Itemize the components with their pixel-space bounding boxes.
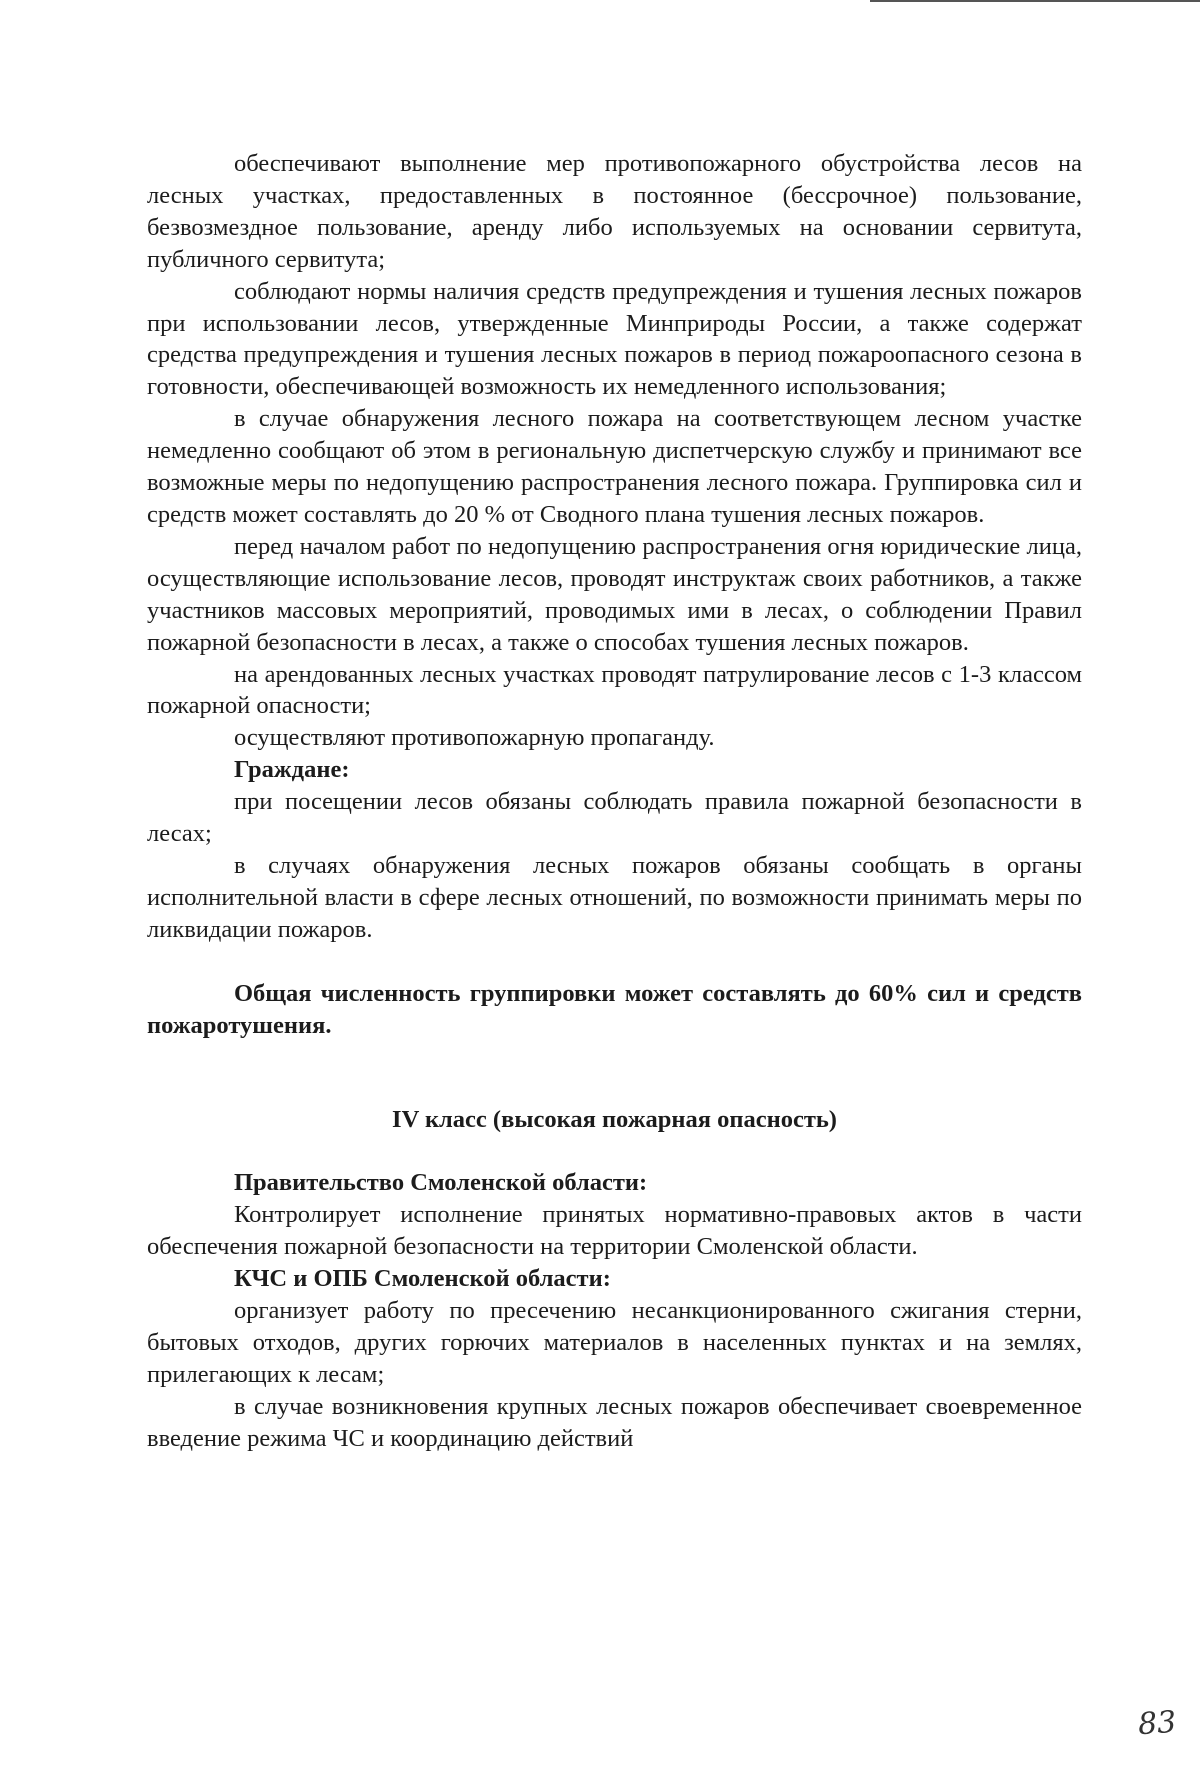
paragraph: в случаях обнаружения лесных пожаров обязаны сообщать в органы исполнительной власти в сфере лесных отношений, по возможности принимать меры по ликвидации пожаров.	[147, 851, 1082, 943]
paragraph: при посещении лесов обязаны соблюдать правила пожарной безопасности в лесах;	[147, 788, 1082, 848]
handwritten-page-number: 83	[1136, 1704, 1178, 1743]
total-strength-note: Общая численность группировки может составлять до 60% сил и средств пожаротушения.	[147, 979, 1082, 1039]
paragraph: организует работу по пресечению несанкционированного сжигания стерни, бытовых отходов, других горючих материалов в населенных пунктах и на землях, прилегающих к лесам;	[147, 1297, 1082, 1388]
paragraph: в случае обнаружения лесного пожара на соответствующем лесном участке немедленно сообщают об этом в региональную диспетчерскую службу и принимают все возможные меры по недопущению распространения лесного пожара. Группировка сил и средств может составлять до 20 % от Сводного плана тушения лесных пожаров.	[147, 405, 1082, 528]
paragraph: Контролирует исполнение принятых нормативно-правовых актов в части обеспечения пожарной безопасности на территории Смоленской области.	[147, 1201, 1082, 1261]
paragraph: обеспечивают выполнение мер противопожарного обустройства лесов на лесных участках, предоставленных в постоянное (бессрочное) пользование, безвозмездное пользование, аренду либо используемых на основании сервитута, публичного сервитута;	[147, 150, 1082, 273]
top-edge-rule	[870, 0, 1200, 2]
paragraph: осуществляют противопожарную пропаганду.	[234, 724, 715, 752]
paragraph: соблюдают нормы наличия средств предупреждения и тушения лесных пожаров при использовании лесов, утвержденные Минприроды России, а также содержат средства предупреждения и тушения лесных пожаров в период пожароопасного сезона в готовности, обеспечивающей возможность их немедленного использования;	[147, 277, 1082, 401]
citizens-heading: Граждане:	[234, 756, 350, 784]
paragraph: на арендованных лесных участках проводят патрулирование лесов с 1-3 классом пожарной опасности;	[147, 660, 1082, 720]
document-body	[147, 148, 1082, 1455]
paragraph: в случае возникновения крупных лесных пожаров обеспечивает своевременное введение режима ЧС и координацию действий	[147, 1392, 1082, 1452]
section-title: IV класс (высокая пожарная опасность)	[392, 1106, 837, 1134]
paragraph: перед началом работ по недопущению распространения огня юридические лица, осуществляющие использование лесов, проводят инструктаж своих работников, а также участников массовых мероприятий, проводимых ими в лесах, о соблюдении Правил пожарной безопасности в лесах, а также о способах тушения лесных пожаров.	[147, 532, 1082, 656]
kchs-heading: КЧС и ОПБ Смоленской области:	[234, 1265, 611, 1293]
government-heading: Правительство Смоленской области:	[234, 1169, 648, 1197]
